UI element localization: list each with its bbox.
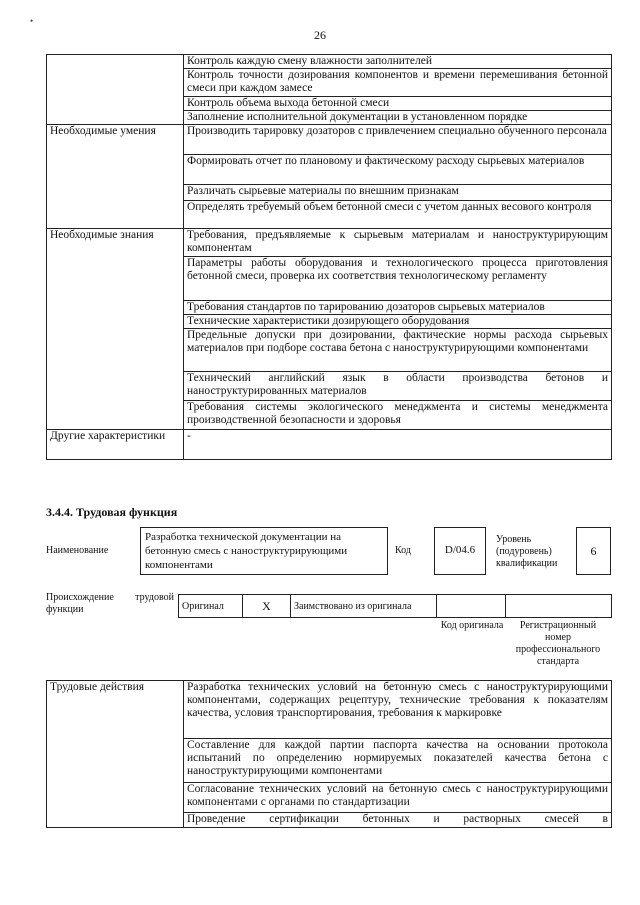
table-cell: Технический английский язык в области производства бетонов и наноструктурированных материалов bbox=[184, 372, 612, 401]
table-cell: Проведение сертификации бетонных и растворных смесей в bbox=[184, 813, 612, 828]
table-cell: Составление для каждой партии паспорта качества на основании протокола испытаний по определению нормируемых показателей качества бетона с наноструктурирующими компонентами bbox=[184, 739, 612, 783]
original-label: Оригинал bbox=[179, 595, 243, 618]
table-cell: Контроль каждую смену влажности заполнителей bbox=[184, 55, 612, 69]
name-label: Наименование bbox=[46, 545, 109, 556]
code-original-cell bbox=[437, 595, 506, 618]
table-cell: Разработка технических условий на бетонную смесь с наноструктурирующими компонентами, содержащих рецептуру, технические требования к показателям качества, условия транспортирования, требования к маркировке bbox=[184, 681, 612, 739]
table-cell: Технические характеристики дозирующего оборудования bbox=[184, 315, 612, 329]
origin-label: Происхождение трудовой функции bbox=[46, 592, 174, 615]
code-value: D/04.6 bbox=[444, 544, 476, 556]
table-cell: Параметры работы оборудования и технологического процесса приготовления бетонной смеси, проверка их соответствия технологическому регламенту bbox=[184, 257, 612, 301]
section-heading: 3.4.4. Трудовая функция bbox=[46, 505, 178, 519]
table-cell: Требования системы экологического менеджмента и системы менеджмента производственной безопасности и здоровья bbox=[184, 401, 612, 430]
row-label-skills: Необходимые умения bbox=[47, 125, 184, 229]
table-cell: Контроль точности дозирования компонентов и времени перемешивания бетонной смеси при каждом замесе bbox=[184, 69, 612, 97]
table-cell: Согласование технических условий на бетонную смесь с наноструктурирующими компонентами с органами по стандартизации bbox=[184, 783, 612, 813]
table-cell: Определять требуемый объем бетонной смеси с учетом данных весового контроля bbox=[184, 201, 612, 229]
borrowed-label: Заимствовано из оригинала bbox=[291, 595, 437, 618]
reg-number-cell bbox=[506, 595, 612, 618]
level-box bbox=[576, 527, 611, 575]
row-label-other: Другие характеристики bbox=[47, 430, 184, 460]
original-mark: X bbox=[243, 595, 291, 618]
code-label: Код bbox=[395, 545, 411, 556]
table-cell: Производить тарировку дозаторов с привлечением специально обученного персонала bbox=[184, 125, 612, 155]
function-name-box bbox=[140, 527, 388, 575]
table-cell: - bbox=[184, 430, 612, 460]
table-cell: Различать сырьевые материалы по внешним признакам bbox=[184, 185, 612, 201]
table-cell: Требования стандартов по тарированию дозаторов сырьевых материалов bbox=[184, 301, 612, 315]
table-cell: Требования, предъявляемые к сырьевым материалам и наноструктурирующим компонентам bbox=[184, 229, 612, 257]
table-cell: Заполнение исполнительной документации в установленном порядке bbox=[184, 111, 612, 125]
table-cell: Формировать отчет по плановому и фактическому расходу сырьевых материалов bbox=[184, 155, 612, 185]
corner-mark: • bbox=[30, 16, 34, 26]
code-original-caption: Код оригинала bbox=[440, 620, 504, 631]
row-label-empty bbox=[47, 55, 184, 125]
level-value: 6 bbox=[590, 544, 597, 558]
competency-table bbox=[46, 54, 612, 460]
origin-table bbox=[178, 594, 612, 618]
page-number: 26 bbox=[314, 28, 326, 42]
row-label-actions: Трудовые действия bbox=[47, 681, 184, 828]
table-cell: Контроль объема выхода бетонной смеси bbox=[184, 97, 612, 111]
reg-number-caption: Регистрационный номер профессионального стандарта bbox=[515, 620, 601, 667]
row-label-knowledge: Необходимые знания bbox=[47, 229, 184, 430]
code-box bbox=[434, 527, 486, 575]
function-name: Разработка технической документации на бетонную смесь с наноструктурирующими компонентами bbox=[145, 531, 348, 571]
labor-actions-table bbox=[46, 680, 612, 828]
table-cell: Предельные допуски при дозировании, фактические нормы расхода сырьевых материалов при подборе состава бетона с наноструктурирующими компонентами bbox=[184, 329, 612, 372]
level-label: Уровень (подуровень) квалификации bbox=[496, 534, 558, 569]
